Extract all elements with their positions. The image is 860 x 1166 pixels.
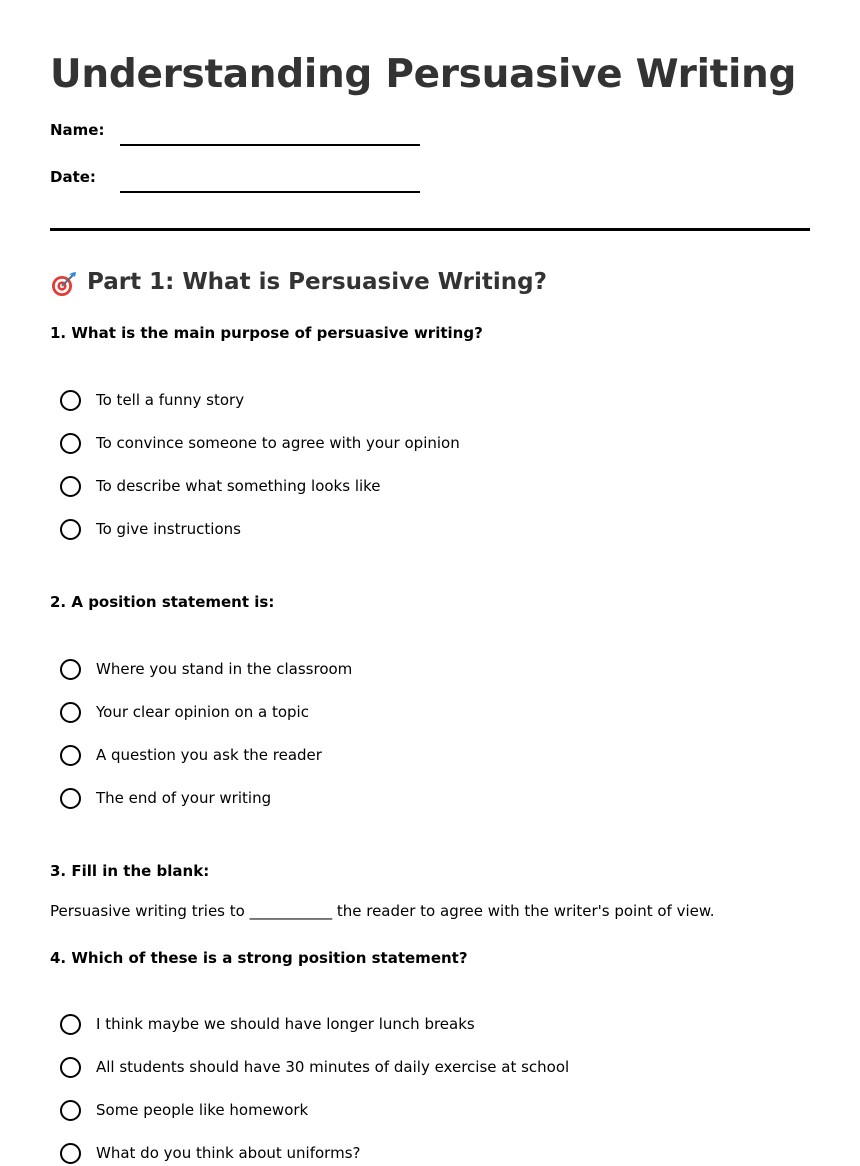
radio-button[interactable]	[60, 519, 81, 540]
radio-button[interactable]	[60, 702, 81, 723]
radio-button[interactable]	[60, 476, 81, 497]
date-field[interactable]	[50, 167, 450, 197]
radio-button[interactable]	[60, 1014, 81, 1035]
target-dart-icon	[50, 270, 78, 298]
option-label: Some people like homework	[96, 1101, 309, 1119]
q4-option-4[interactable]	[60, 1140, 360, 1166]
q1-option-4[interactable]	[60, 516, 241, 542]
option-label: I think maybe we should have longer lunch breaks	[96, 1015, 475, 1033]
radio-button[interactable]	[60, 390, 81, 411]
date-label: Date:	[50, 168, 96, 186]
section-title-text: Part 1: What is Persuasive Writing?	[87, 269, 547, 295]
q2-option-3[interactable]	[60, 742, 322, 768]
q1-option-2[interactable]	[60, 430, 460, 456]
q2-option-1[interactable]	[60, 656, 352, 682]
option-label: Where you stand in the classroom	[96, 660, 353, 678]
date-input-line[interactable]	[120, 191, 420, 193]
option-label: To describe what something looks like	[96, 477, 381, 495]
radio-button[interactable]	[60, 659, 81, 680]
q1-option-1[interactable]	[60, 387, 244, 413]
radio-button[interactable]	[60, 1100, 81, 1121]
q1-option-3[interactable]	[60, 473, 381, 499]
question-2: 2. A position statement is:	[50, 593, 275, 611]
page-title: Understanding Persuasive Writing	[50, 52, 797, 97]
option-label: All students should have 30 minutes of daily exercise at school	[96, 1058, 570, 1076]
option-label: To convince someone to agree with your opinion	[96, 434, 460, 452]
header-divider	[50, 228, 810, 231]
q2-option-4[interactable]	[60, 785, 271, 811]
option-label: To give instructions	[96, 520, 241, 538]
radio-button[interactable]	[60, 788, 81, 809]
question-3: 3. Fill in the blank:	[50, 862, 210, 880]
option-label: The end of your writing	[96, 789, 272, 807]
name-label: Name:	[50, 121, 105, 139]
fill-in-blank-sentence[interactable]: Persuasive writing tries to ___________ the reader to agree with the writer's point of view.	[50, 902, 715, 920]
radio-button[interactable]	[60, 1143, 81, 1164]
name-input-line[interactable]	[120, 144, 420, 146]
q2-option-2[interactable]	[60, 699, 309, 725]
option-label: A question you ask the reader	[96, 746, 322, 764]
radio-button[interactable]	[60, 1057, 81, 1078]
radio-button[interactable]	[60, 745, 81, 766]
question-4: 4. Which of these is a strong position statement?	[50, 949, 468, 967]
q4-option-1[interactable]	[60, 1011, 475, 1037]
section-title-part1	[50, 266, 547, 298]
option-label: What do you think about uniforms?	[96, 1144, 361, 1162]
question-1: 1. What is the main purpose of persuasive writing?	[50, 324, 483, 342]
radio-button[interactable]	[60, 433, 81, 454]
name-field[interactable]	[50, 120, 450, 150]
option-label: Your clear opinion on a topic	[96, 703, 309, 721]
option-label: To tell a funny story	[96, 391, 245, 409]
q4-option-2[interactable]	[60, 1054, 569, 1080]
q4-option-3[interactable]	[60, 1097, 308, 1123]
